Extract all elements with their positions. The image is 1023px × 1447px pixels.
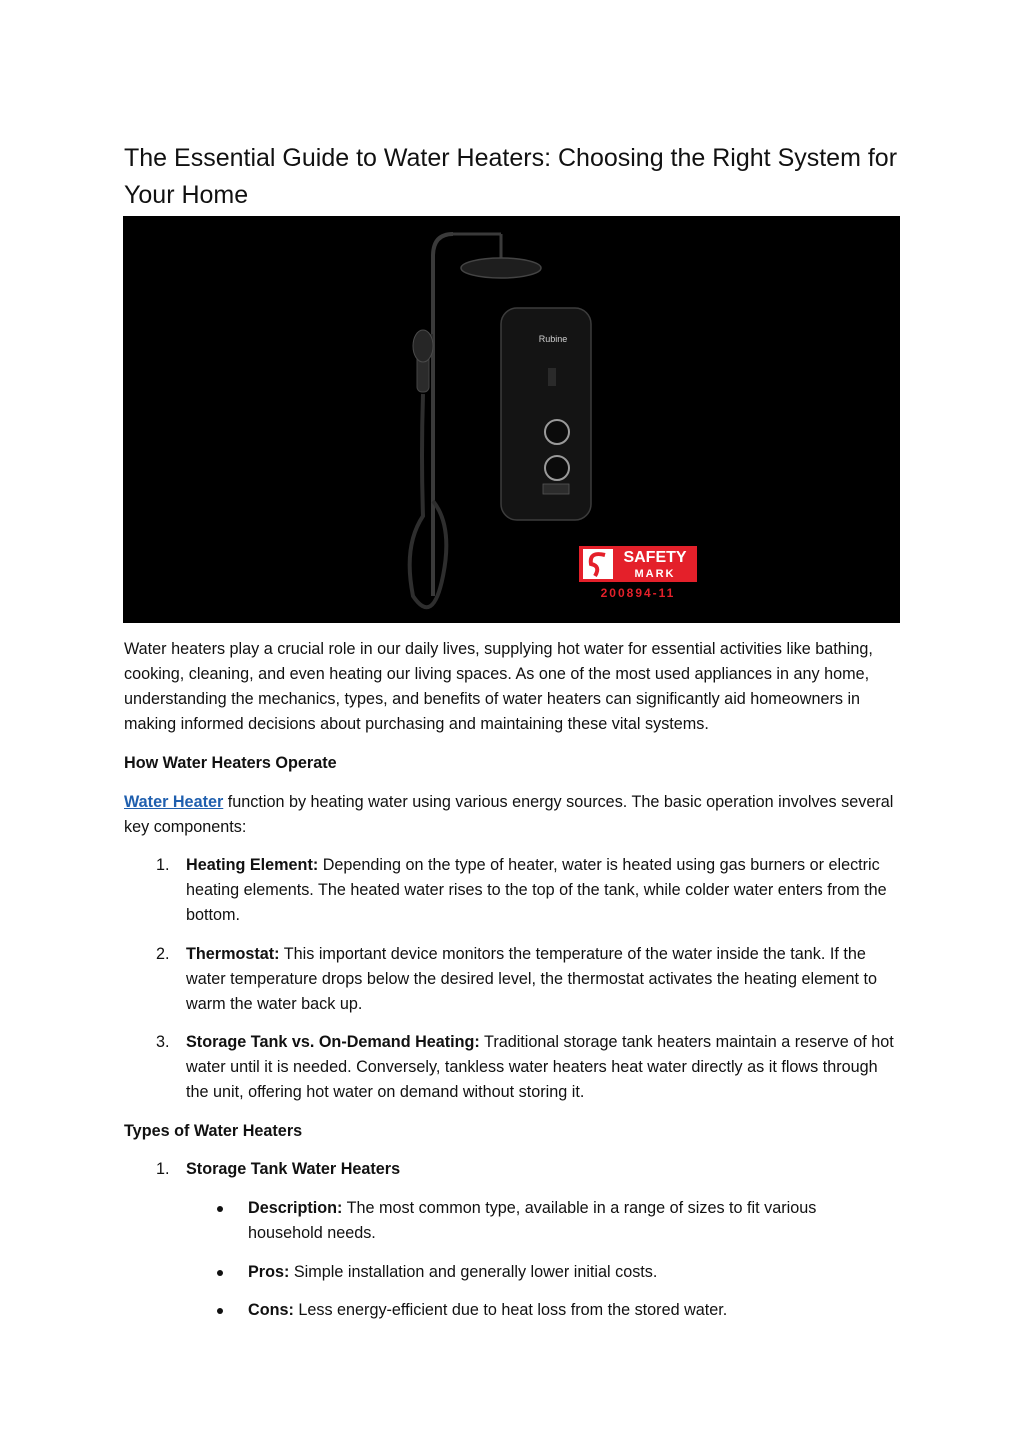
water-heater-link[interactable]: Water Heater xyxy=(124,793,224,811)
bullet-item: Description: The most common type, available in a range of sizes to fit various household needs. xyxy=(124,1196,904,1246)
bullet-icon xyxy=(217,1270,223,1276)
lead-text: function by heating water using various energy sources. The basic operation involves several key components: xyxy=(124,793,894,836)
list-item: 2. Thermostat: This important device monitors the temperature of the water inside the tank. If the water temperature drops below the desired level, the thermostat activates the heating element to warm the water back up. xyxy=(156,945,878,1013)
bullet-item: Pros: Simple installation and generally lower initial costs. xyxy=(124,1260,904,1285)
water-heater-illustration xyxy=(123,216,900,623)
list-item: 1. Storage Tank Water Heaters xyxy=(156,1160,401,1178)
temperature-knob-icon xyxy=(545,420,569,444)
section-lead-paragraph xyxy=(124,790,904,840)
hero-image xyxy=(123,216,900,623)
intro-paragraph: Water heaters play a crucial role in our daily lives, supplying hot water for essential activities like bathing, cooking, cleaning, and even heating our living spaces. As one of the most used appliances in any home, understanding the mechanics, types, and benefits of water heaters can significantly aid homeowners in making informed decisions about purchasing and maintaining these vital systems. xyxy=(124,640,873,733)
bullet-item: Cons: Less energy-efficient due to heat loss from the stored water. xyxy=(124,1298,904,1323)
svg-text:MARK: MARK xyxy=(634,568,676,580)
bullet-icon xyxy=(217,1206,223,1212)
svg-text:200894-11: 200894-11 xyxy=(600,586,676,600)
section-heading-types: Types of Water Heaters xyxy=(124,1122,303,1140)
page-title: The Essential Guide to Water Heaters: Choosing the Right System for Your Home xyxy=(124,144,898,209)
brand-label: Rubine xyxy=(538,334,568,344)
section-heading-operation: How Water Heaters Operate xyxy=(124,754,337,772)
power-knob-icon xyxy=(545,456,569,480)
list-item: 1. Heating Element: Depending on the type of heater, water is heated using gas burners or electric heating elements. The heated water rises to the top of the tank, while colder water enters from the bottom. xyxy=(156,856,887,924)
svg-text:SAFETY: SAFETY xyxy=(623,549,687,566)
list-item: 3. Storage Tank vs. On-Demand Heating: Traditional storage tank heaters maintain a reserve of hot water until it is needed. Conversely, tankless water heaters heat water directly as it flows through the unit, offering hot water on demand without storing it. xyxy=(156,1033,894,1101)
rain-shower-head-icon xyxy=(461,258,541,278)
bullet-icon xyxy=(217,1308,223,1314)
